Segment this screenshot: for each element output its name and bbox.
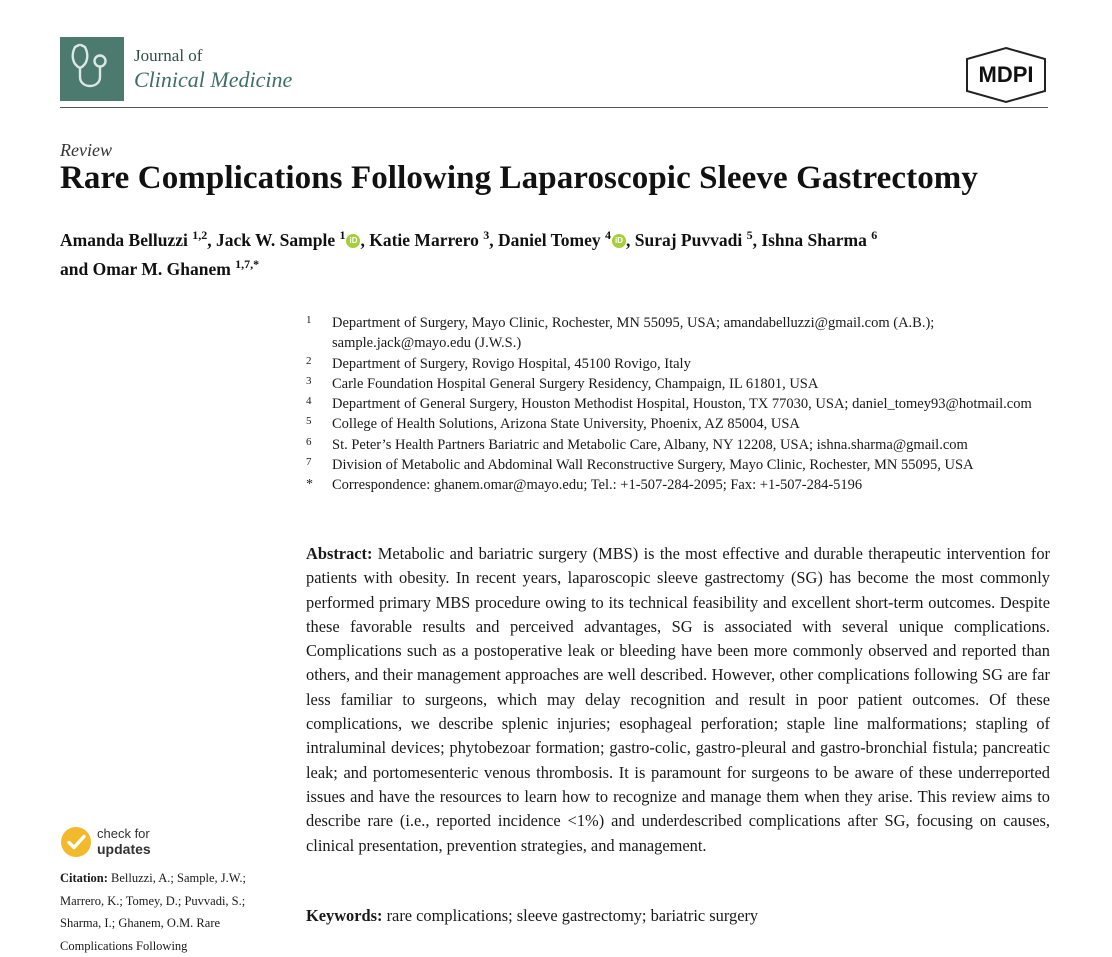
author-name: Ishna Sharma [761,229,867,250]
affiliation-text: College of Health Solutions, Arizona State University, Phoenix, AZ 85004, USA [332,416,800,433]
author-list [60,223,1050,281]
affiliation-item [306,354,1066,374]
affiliation-text: Department of General Surgery, Houston Methodist Hospital, Houston, TX 77030, USA; daniel_tomey93@hotmail.com [332,396,1032,413]
check-for-updates-badge[interactable] [60,826,180,862]
author-name: Suraj Puvvadi [634,229,743,250]
affiliation-number: 6 [306,435,312,448]
check-updates-line2: updates [97,841,151,857]
affiliation-item [306,313,1066,354]
affiliation-text: Department of Surgery, Rovigo Hospital, 45100 Rovigo, Italy [332,355,691,372]
author-affiliation-marker: 1 [339,228,346,242]
journal-logo [60,37,124,101]
keywords-text: rare complications; sleeve gastrectomy; bariatric surgery [386,906,759,925]
affiliation-text: Correspondence: ghanem.omar@mayo.edu; Tel.: +1-507-284-2095; Fax: +1-507-284-5196 [332,477,863,494]
author-name: Katie Marrero [369,229,479,250]
author-affiliation-marker: 5 [746,228,753,242]
affiliation-item [306,475,1066,495]
journal-name-line1: Journal of [134,46,203,65]
affiliation-text: Division of Metabolic and Abdominal Wall Reconstructive Surgery, Mayo Clinic, Rochester, MN 55095, USA [332,457,974,474]
author-affiliation-marker: 6 [871,228,878,242]
affiliation-item [306,374,1066,394]
author-separator: , [489,229,499,250]
stethoscope-icon [60,37,124,101]
affiliation-item [306,455,1066,475]
affiliation-number: * [306,477,313,493]
keywords-label: Keywords: [306,906,383,925]
citation [60,867,280,957]
affiliation-number: 3 [306,374,312,387]
author-name: and Omar M. Ghanem [60,258,231,279]
author-separator: , [360,229,370,250]
affiliation-number: 7 [306,456,312,469]
article-title: Rare Complications Following Laparoscopic Sleeve Gastrectomy [60,160,978,196]
affiliation-number: 4 [306,395,312,408]
author-name: Amanda Belluzzi [60,229,188,250]
check-updates-line1: check for [97,826,150,841]
affiliation-number: 1 [306,314,312,326]
keywords [306,906,758,926]
abstract-text: Metabolic and bariatric surgery (MBS) is the most effective and durable therapeutic intervention for patients with obesity. In recent years, laparoscopic sleeve gastrectomy (SG) has become the most commonly performed primary MBS procedure owing to its technical feasibility and excellent short-term outcomes. Despite these favorable results and perceived advantages, SG is associated with several unique complications. Complications such as a postoperative leak or bleeding have been more commonly observed and reported than others, and their management approaches are well described. However, other complications following SG are far less familiar to surgeons, which may delay recognition and result in poor patient outcomes. Of these complications, we describe splenic injuries; esophageal perforation; staple line malformations; stapling of intraluminal devices; phytobezoar formation; gastro-colic, gastro-pleural and gastro-bronchial fistula; pancreatic leak; and portomesenteric venous thrombosis. It is paramount for surgeons to be aware of these underreported issues and have the resources to learn how to recognize and manage them when they arise. This review aims to describe rare (i.e., reported incidence <1%) and underdescribed complications after SG, focusing on causes, clinical presentation, prevention strategies, and management. [306,544,1050,855]
affiliation-text: Department of Surgery, Mayo Clinic, Rochester, MN 55095, USA; amandabelluzzi@gmail.com (A.B.); sample.jack@mayo.edu (J.W.S.) [332,315,935,352]
orcid-icon[interactable]: iD [612,234,626,248]
author-separator: , [625,229,635,250]
journal-name-line2: Clinical Medicine [134,67,293,92]
mdpi-logo [962,45,1050,105]
affiliation-number: 5 [306,415,312,428]
author-affiliation-marker: 1,7,* [235,256,260,271]
check-updates-icon [60,826,92,858]
author-affiliation-marker: 1,2 [192,228,208,242]
citation-text: Belluzzi, A.; Sample, J.W.; Marrero, K.; Tomey, D.; Puvvadi, S.; Sharma, I.; Ghanem, O.M. Rare Complications Following [60,871,246,953]
author-name: Jack W. Sample [215,229,336,250]
citation-label: Citation: [60,871,108,885]
abstract-label: Abstract: [306,544,373,563]
publisher-name: MDPI [978,62,1034,87]
abstract [306,542,1050,858]
author-affiliation-marker: 3 [483,228,490,242]
affiliation-item [306,394,1066,414]
author-separator: , [207,229,216,250]
author-affiliation-marker: 4 [604,228,611,242]
affiliation-text: Carle Foundation Hospital General Surgery Residency, Champaign, IL 61801, USA [332,375,819,392]
header-divider [60,107,1048,108]
affiliation-item [306,435,1066,455]
author-separator: , [752,229,762,250]
affiliation-number: 2 [306,354,312,367]
affiliation-list [306,313,1066,496]
orcid-icon[interactable]: iD [346,234,360,248]
author-name: Daniel Tomey [498,229,601,250]
affiliation-text: St. Peter’s Health Partners Bariatric and Metabolic Care, Albany, NY 12208, USA; ishna.sharma@gmail.com [332,436,968,453]
article-type: Review [60,140,112,160]
affiliation-item [306,414,1066,434]
